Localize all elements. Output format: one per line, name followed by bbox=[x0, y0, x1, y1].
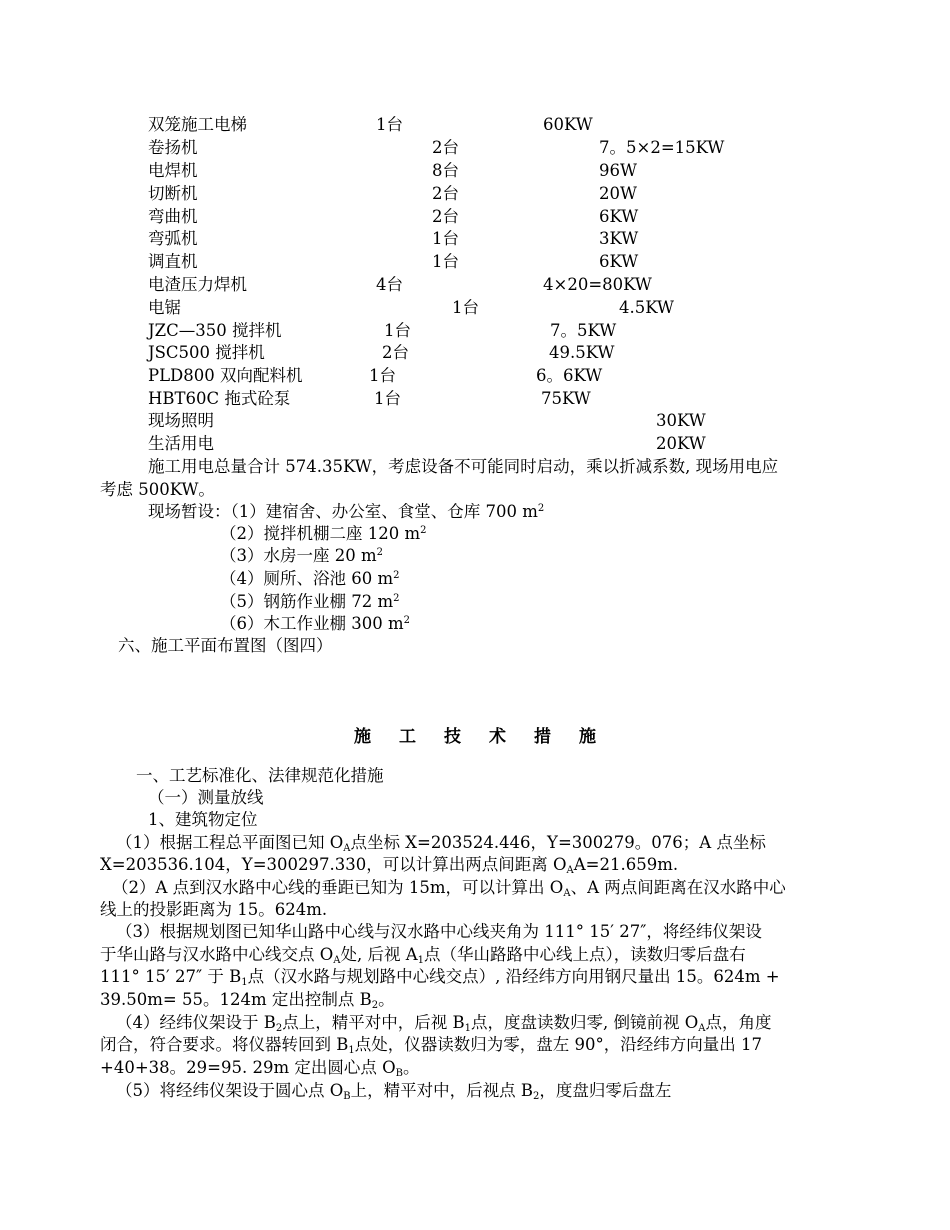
paragraph-line: X=203536.104，Y=300297.330，可以计算出两点间距离 $O_AA=21.659m$. bbox=[100, 855, 679, 876]
equipment-name: 电锯 bbox=[148, 298, 181, 317]
equipment-power: 7。5×2=15KW bbox=[599, 138, 725, 157]
paragraph-line: 闭合，符合要求。将仪器转回到 $B_1$点处，仪器读数归为零，盘左 90°，沿经纬方向量出 17 bbox=[100, 1035, 762, 1056]
page-heading: 施 工 技 术 措 施 bbox=[354, 727, 596, 747]
paragraph-line: （2）A 点到汉水路中心线的垂距已知为 15m，可以计算出 $O_A$、A 两点间距离在汉水路中心 bbox=[112, 878, 786, 899]
equipment-power: 75KW bbox=[541, 389, 591, 408]
equipment-qty: 1台 bbox=[432, 252, 459, 271]
equipment-qty: 4台 bbox=[376, 275, 403, 294]
temp-item: （6）木工作业棚 300 $m^2$ bbox=[220, 614, 411, 633]
equipment-name: JZC—350 搅拌机 bbox=[148, 321, 282, 340]
total-line: 施工用电总量合计 574.35KW，考虑设备不可能同时启动，乘以折减系数, 现场用电应 bbox=[148, 457, 779, 476]
total-line: 考虑 500KW。 bbox=[100, 480, 215, 499]
paragraph-line: +40+38。29=95. 29m 定出圆心点 $O_B$。 bbox=[100, 1058, 420, 1079]
temp-item: （3）水房一座 20 $m^2$ bbox=[220, 546, 384, 565]
equipment-qty: 1台 bbox=[384, 321, 411, 340]
section-six-title: 六、施工平面布置图（图四） bbox=[118, 636, 333, 655]
equipment-qty: 2台 bbox=[432, 207, 459, 226]
temp-item: （5）钢筋作业棚 72 $m^2$ bbox=[220, 592, 400, 611]
equipment-name: 电渣压力焊机 bbox=[148, 275, 247, 294]
temp-item: （4）厕所、浴池 60 $m^2$ bbox=[220, 569, 400, 588]
temp-item: （2）搅拌机棚二座 120 $m^2$ bbox=[220, 524, 427, 543]
paragraph-line: （3）根据规划图已知华山路中心线与汉水路中心线夹角为 111° 15′ 27″，将经纬仪架设 bbox=[116, 922, 762, 941]
equipment-power: 49.5KW bbox=[549, 343, 615, 362]
equipment-name: JSC500 搅拌机 bbox=[148, 343, 265, 362]
equipment-power: 4×20=80KW bbox=[543, 275, 652, 294]
equipment-qty: 1台 bbox=[432, 229, 459, 248]
equipment-name: PLD800 双向配料机 bbox=[148, 366, 303, 385]
paragraph-line: 111° 15′ 27″ 于 $B_1$点（汉水路与规划路中心线交点）, 沿经纬方向用钢尺量出 15。624m + bbox=[100, 967, 780, 988]
equipment-name: 双笼施工电梯 bbox=[148, 115, 247, 134]
item-title: 1、建筑物定位 bbox=[148, 810, 258, 829]
equipment-qty: 1台 bbox=[452, 298, 479, 317]
equipment-power: 7。5KW bbox=[550, 321, 617, 340]
equipment-qty: 1台 bbox=[369, 366, 396, 385]
equipment-name: 电焊机 bbox=[148, 161, 198, 180]
equipment-power: 6KW bbox=[599, 252, 639, 271]
equipment-power: 4.5KW bbox=[619, 298, 674, 317]
equipment-name: 现场照明 bbox=[148, 411, 214, 430]
equipment-power: 6。6KW bbox=[536, 366, 603, 385]
equipment-power: 60KW bbox=[543, 115, 593, 134]
equipment-name: 卷扬机 bbox=[148, 138, 198, 157]
paragraph-line: （4）经纬仪架设于 $B_2$点上，精平对中，后视 $B_1$点，度盘读数归零, 倒镜前视 $O_A$点，角度 bbox=[116, 1013, 772, 1034]
equipment-name: 调直机 bbox=[148, 252, 198, 271]
equipment-power: 20W bbox=[599, 184, 637, 203]
equipment-name: 生活用电 bbox=[148, 434, 214, 453]
paragraph-line: 39.50m= 55。124m 定出控制点 $B_2$。 bbox=[100, 990, 395, 1011]
equipment-qty: 8台 bbox=[432, 161, 459, 180]
equipment-qty: 1台 bbox=[376, 115, 403, 134]
equipment-qty: 2台 bbox=[432, 138, 459, 157]
temp-item: 现场暂设：（1）建宿舍、办公室、食堂、仓库 700 $m^2$ bbox=[148, 502, 545, 521]
equipment-power: 20KW bbox=[656, 434, 706, 453]
equipment-qty: 2台 bbox=[382, 343, 409, 362]
equipment-power: 6KW bbox=[599, 207, 639, 226]
equipment-power: 96W bbox=[599, 161, 637, 180]
subsection-title: （一）测量放线 bbox=[148, 788, 264, 807]
equipment-qty: 2台 bbox=[432, 184, 459, 203]
equipment-name: 弯弧机 bbox=[148, 229, 198, 248]
equipment-power: 30KW bbox=[656, 411, 706, 430]
paragraph-line: （1）根据工程总平面图已知 $O_A$点坐标 X=203524.446，Y=300279。076；A 点坐标 bbox=[116, 833, 766, 854]
equipment-name: 弯曲机 bbox=[148, 207, 198, 226]
equipment-power: 3KW bbox=[599, 229, 639, 248]
paragraph-line: （5）将经纬仪架设于圆心点 $O_B$上，精平对中，后视点 $B_2$，度盘归零后盘左 bbox=[116, 1081, 672, 1102]
paragraph-line: 线上的投影距离为 15。624m. bbox=[100, 900, 328, 919]
section-title: 一、工艺标准化、法律规范化措施 bbox=[136, 766, 384, 785]
paragraph-line: 于华山路与汉水路中心线交点 $O_A$处, 后视 $A_1$点（华山路路中心线上点），读数归零后盘右 bbox=[100, 945, 746, 966]
equipment-qty: 1台 bbox=[374, 389, 401, 408]
equipment-name: 切断机 bbox=[148, 184, 198, 203]
equipment-name: HBT60C 拖式砼泵 bbox=[148, 389, 291, 408]
